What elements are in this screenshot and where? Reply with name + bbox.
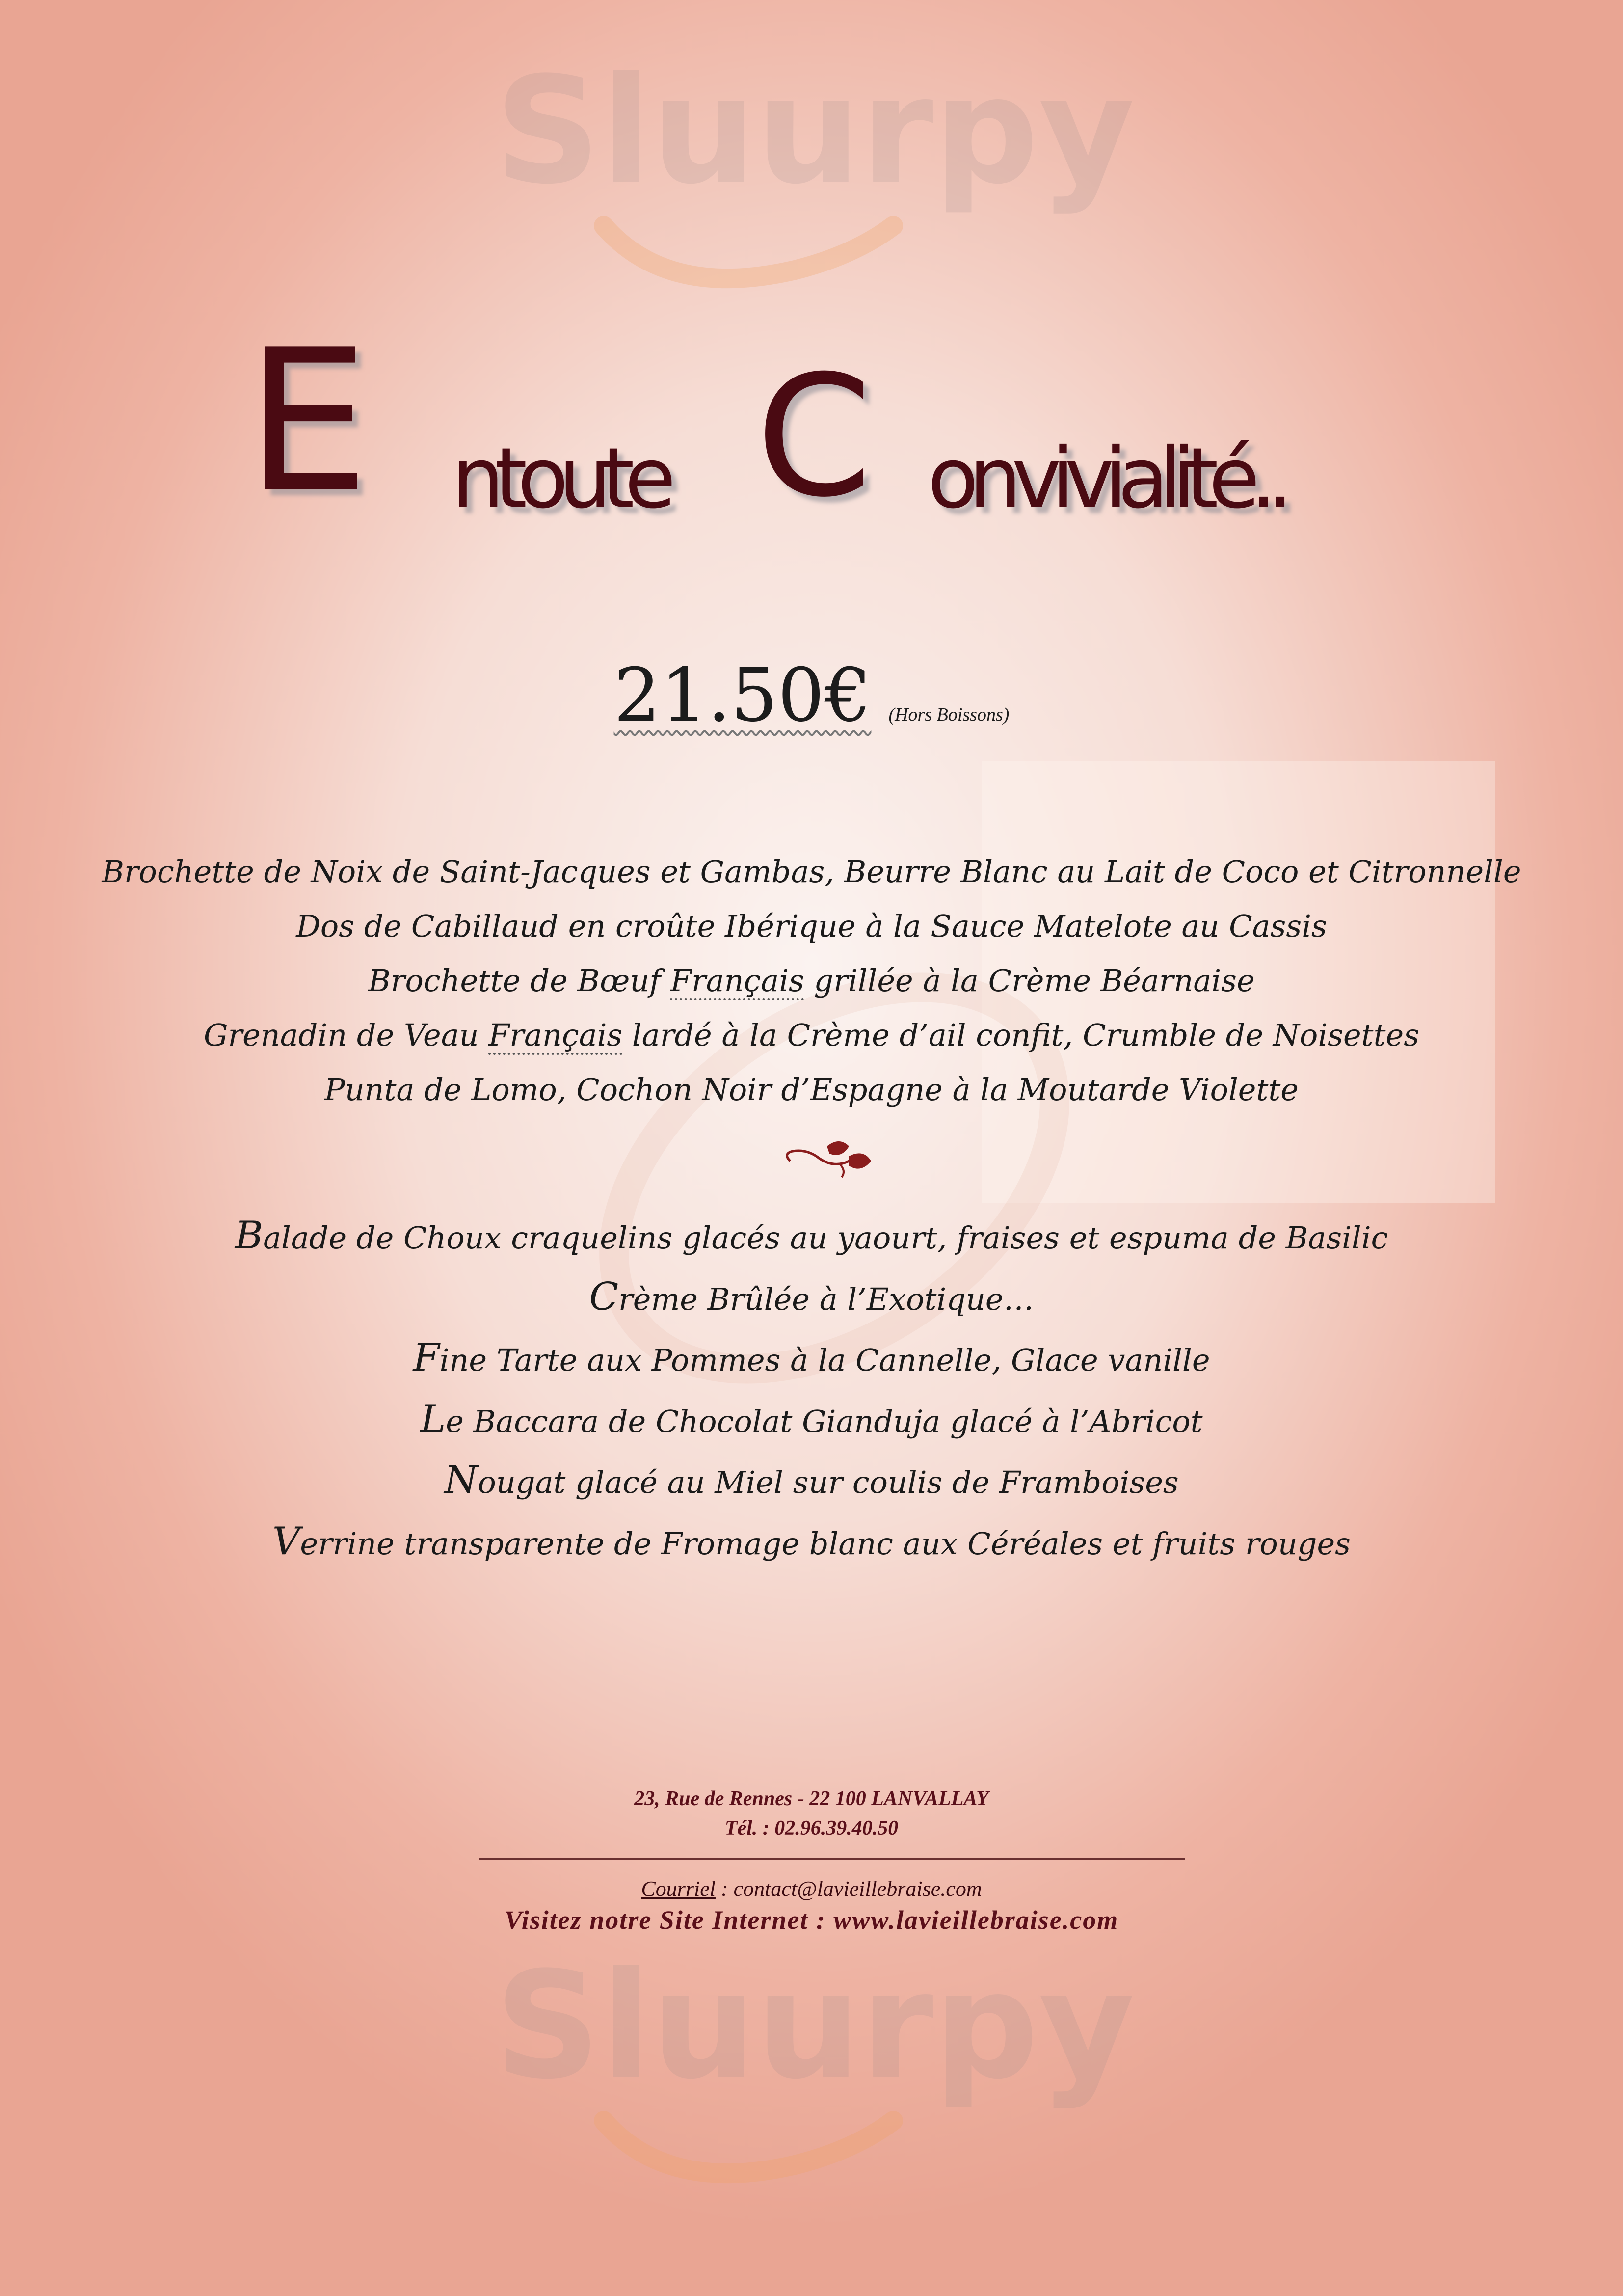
email-link[interactable]: : contact@lavieillebraise.com [715,1877,982,1901]
desserts-list [49,1205,1574,1572]
main-course-item: Punta de Lomo, Cochon Noir d’Espagne à la Moutarde Violette [324,1072,1299,1107]
main-course-item: Grenadin de Veau Français lardé à la Crème d’ail confit, Crumble de Noisettes [203,1017,1420,1053]
dessert-item: Le Baccara de Chocolat Gianduja glacé à l’Abricot [420,1397,1203,1441]
price-row [0,653,1623,738]
title-initial-e: E [245,308,370,536]
watermark-logo-top [412,64,1217,309]
dessert-item: Verrine transparente de Fromage blanc aux Céréales et fruits rouges [272,1519,1351,1564]
main-course-item: Dos de Cabillaud en croûte Ibérique à la Sauce Matelote au Cassis [296,908,1327,944]
dessert-item: Fine Tarte aux Pommes à la Cannelle, Glace vanille [413,1336,1210,1380]
dessert-item: Balade de Choux craquelins glacés au yaourt, fraises et espuma de Basilic [235,1214,1388,1258]
restaurant-phone: Tél. : 02.96.39.40.50 [724,1817,899,1839]
restaurant-address: 23, Rue de Rennes - 22 100 LANVALLAY [634,1787,989,1810]
title-word-toute: ntoute [452,430,666,527]
svg-text:Sluurpy: Sluurpy [494,1959,1135,2111]
menu-title [245,308,1453,536]
price-note: (Hors Boissons) [888,704,1010,725]
footer-divider [479,1858,1185,1860]
main-course-item: Brochette de Bœuf Français grillée à la Crème Béarnaise [368,963,1255,999]
title-word-convivialite: onvivialité.. [928,430,1284,527]
dessert-item: Nougat glacé au Miel sur coulis de Framboises [444,1458,1179,1503]
dessert-item: Crème Brûlée à l’Exotique… [589,1274,1034,1319]
main-courses-list [49,844,1574,1117]
main-course-item: Brochette de Noix de Saint-Jacques et Gambas, Beurre Blanc au Lait de Coco et Citronnelle [102,854,1521,890]
origin-label: Français [488,1017,623,1053]
leaf-ornament-icon [780,1134,883,1178]
email-label: Courriel [641,1877,716,1901]
watermark-logo-bottom [412,1959,1217,2204]
website-link[interactable]: Visitez notre Site Internet : www.lavieillebraise.com [504,1905,1119,1935]
origin-label: Français [670,963,804,999]
svg-text:Sluurpy: Sluurpy [494,64,1135,216]
menu-price: 21.50€ [613,653,872,738]
restaurant-email [0,1876,1623,1901]
title-initial-c: C [756,340,873,534]
